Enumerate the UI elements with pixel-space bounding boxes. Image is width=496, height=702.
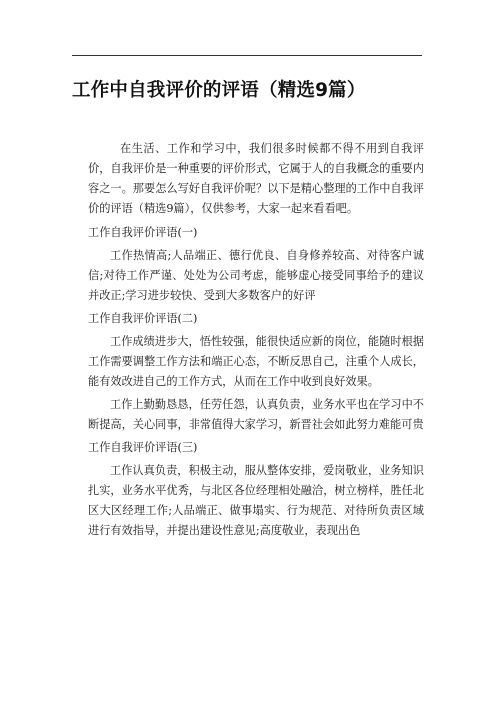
header-rule [72,55,422,56]
section-heading-2: 工作自我评价评语(二) [88,312,198,325]
section-2-paragraph-2: 工作上勤勤恳恳，任劳任怨，认真负责，业务水平也在学习中不断提高，关心同事，非常值得大家学习，新晋社会如此努力难能可贵 [88,398,424,431]
section-heading-3: 工作自我评价评语(三) [88,441,198,454]
section-2-paragraph-1: 工作成绩进步大，悟性较强，能很快适应新的岗位，能随时根据工作需要调整工作方法和端正心态，不断反思自己，注重个人成长，能有效改进自己的工作方式，从而在工作中收到良好效果。 [88,335,424,388]
document-body [88,139,424,544]
section-heading-1: 工作自我评价评语(一) [88,226,198,239]
document-title: 工作中自我评价的评语（精选9篇） [72,80,366,101]
section-1-paragraph-1: 工作热情高;人品端正、德行优良、自身修养较高、对待客户诚信;对待工作严谨、处处为公司考虑，能够虚心接受同事给予的建议并改正;学习进步较快、受到大多数客户的好评 [88,249,424,302]
section-3-paragraph-1: 工作认真负责，积极主动，服从整体安排，爱岗敬业，业务知识扎实，业务水平优秀，与北区各位经理相处融洽，树立榜样，胜任北区大区经理工作;人品端正、做事塌实、行为规范、对待所负责区域进行有效指导，并提出建设性意见;高度敬业，表现出色 [88,464,424,537]
intro-paragraph: 在生活、工作和学习中，我们很多时候都不得不用到自我评价，自我评价是一种重要的评价形式，它属于人的自我概念的重要内容之一。那要怎么写好自我评价呢？以下是精心整理的工作中自我评价的评语（精选9篇），仅供参考，大家一起来看看吧。 [88,142,424,215]
